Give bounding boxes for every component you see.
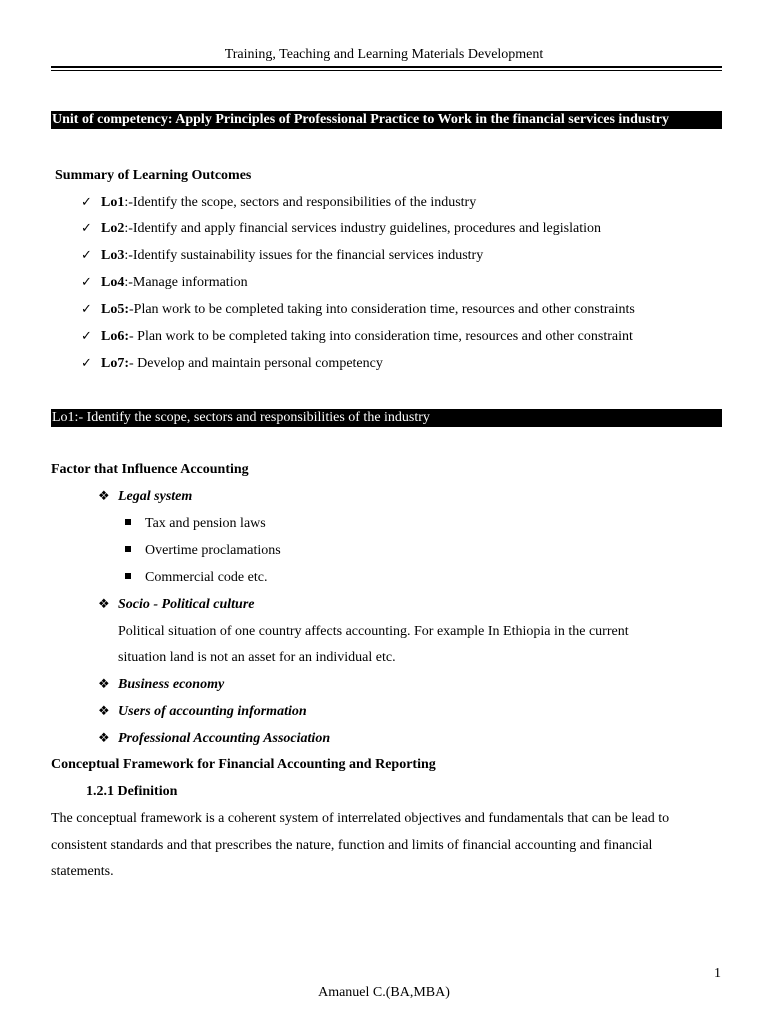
framework-title: Conceptual Framework for Financial Accounting and Reporting xyxy=(51,757,436,772)
factors-title: Factor that Influence Accounting xyxy=(51,462,249,477)
factor-label: Business economy xyxy=(118,677,225,692)
factor-socio-political xyxy=(98,597,255,613)
check-icon: ✓ xyxy=(81,221,92,236)
outcome-text: :-Identify the scope, sectors and responsibilities of the industry xyxy=(124,195,477,210)
page-header-title: Training, Teaching and Learning Materials Development xyxy=(224,47,544,62)
header-rule-thick xyxy=(51,66,722,68)
diamond-bullet-icon: ❖ xyxy=(98,677,110,692)
framework-paragraph-line2: consistent standards and that prescribes the nature, function and limits of financial accounting and financial xyxy=(51,838,653,853)
outcome-text: :-Identify sustainability issues for the financial services industry xyxy=(124,248,484,263)
diamond-bullet-icon: ❖ xyxy=(98,597,110,612)
outcome-text: - Plan work to be completed taking into consideration time, resources and other constraint xyxy=(129,329,633,344)
square-bullet-icon xyxy=(125,546,131,552)
outcome-code: Lo2 xyxy=(101,221,125,236)
page-number: 1 xyxy=(714,966,721,981)
legal-sub-item xyxy=(125,570,267,586)
page-footer-author: Amanuel C.(BA,MBA) xyxy=(318,985,450,1000)
outcome-text: :-Identify and apply financial services industry guidelines, procedures and legislation xyxy=(124,221,601,236)
diamond-bullet-icon: ❖ xyxy=(98,704,110,719)
learning-outcome-item xyxy=(81,275,248,291)
outcome-code: Lo6: xyxy=(101,329,129,344)
unit-of-competency-heading: Unit of competency: Apply Principles of Professional Practice to Work in the financial services industry xyxy=(51,111,722,129)
diamond-bullet-icon: ❖ xyxy=(98,731,110,746)
legal-sub-item xyxy=(125,543,281,559)
outcome-text: :-Manage information xyxy=(124,275,248,290)
legal-sub-item xyxy=(125,516,266,532)
outcome-code: Lo1 xyxy=(101,195,125,210)
check-icon: ✓ xyxy=(81,248,92,263)
factor-label: Legal system xyxy=(118,489,193,504)
check-icon: ✓ xyxy=(81,302,92,317)
check-icon: ✓ xyxy=(81,329,92,344)
outcome-text: -Plan work to be completed taking into consideration time, resources and other constraints xyxy=(129,302,635,317)
factor-business-economy xyxy=(98,677,224,693)
diamond-bullet-icon: ❖ xyxy=(98,489,110,504)
summary-title: Summary of Learning Outcomes xyxy=(55,168,252,183)
factor-label: Users of accounting information xyxy=(118,704,307,719)
learning-outcome-item xyxy=(81,221,601,237)
learning-outcome-item xyxy=(81,302,635,318)
outcome-text: - Develop and maintain personal competency xyxy=(129,356,383,371)
outcome-code: Lo4 xyxy=(101,275,125,290)
learning-outcome-item xyxy=(81,356,383,372)
outcome-code: Lo3 xyxy=(101,248,125,263)
check-icon: ✓ xyxy=(81,195,92,210)
framework-paragraph-line1: The conceptual framework is a coherent system of interrelated objectives and fundamentals that can be lead to xyxy=(51,811,670,826)
square-bullet-icon xyxy=(125,519,131,525)
learning-outcome-item xyxy=(81,248,483,264)
factor-association xyxy=(98,731,330,747)
outcome-code: Lo7: xyxy=(101,356,129,371)
socio-political-description-line2: situation land is not an asset for an individual etc. xyxy=(118,650,396,665)
square-bullet-icon xyxy=(125,573,131,579)
learning-outcome-item xyxy=(81,329,633,345)
legal-sub-item-text: Tax and pension laws xyxy=(145,516,266,531)
check-icon: ✓ xyxy=(81,275,92,290)
learning-outcome-item xyxy=(81,195,476,211)
socio-political-description-line1: Political situation of one country affects accounting. For example In Ethiopia in the current xyxy=(118,624,629,639)
header-rule-thin xyxy=(51,70,722,71)
framework-paragraph-line3: statements. xyxy=(51,864,114,879)
outcome-code: Lo5: xyxy=(101,302,129,317)
check-icon: ✓ xyxy=(81,356,92,371)
factor-legal-system xyxy=(98,489,192,505)
legal-sub-item-text: Commercial code etc. xyxy=(145,570,268,585)
lo1-section-heading: Lo1:- Identify the scope, sectors and responsibilities of the industry xyxy=(51,409,722,427)
factor-label: Professional Accounting Association xyxy=(118,731,331,746)
factor-label: Socio - Political culture xyxy=(118,597,255,612)
legal-sub-item-text: Overtime proclamations xyxy=(145,543,281,558)
framework-subheading: 1.2.1 Definition xyxy=(86,784,178,799)
factor-users xyxy=(98,704,307,720)
